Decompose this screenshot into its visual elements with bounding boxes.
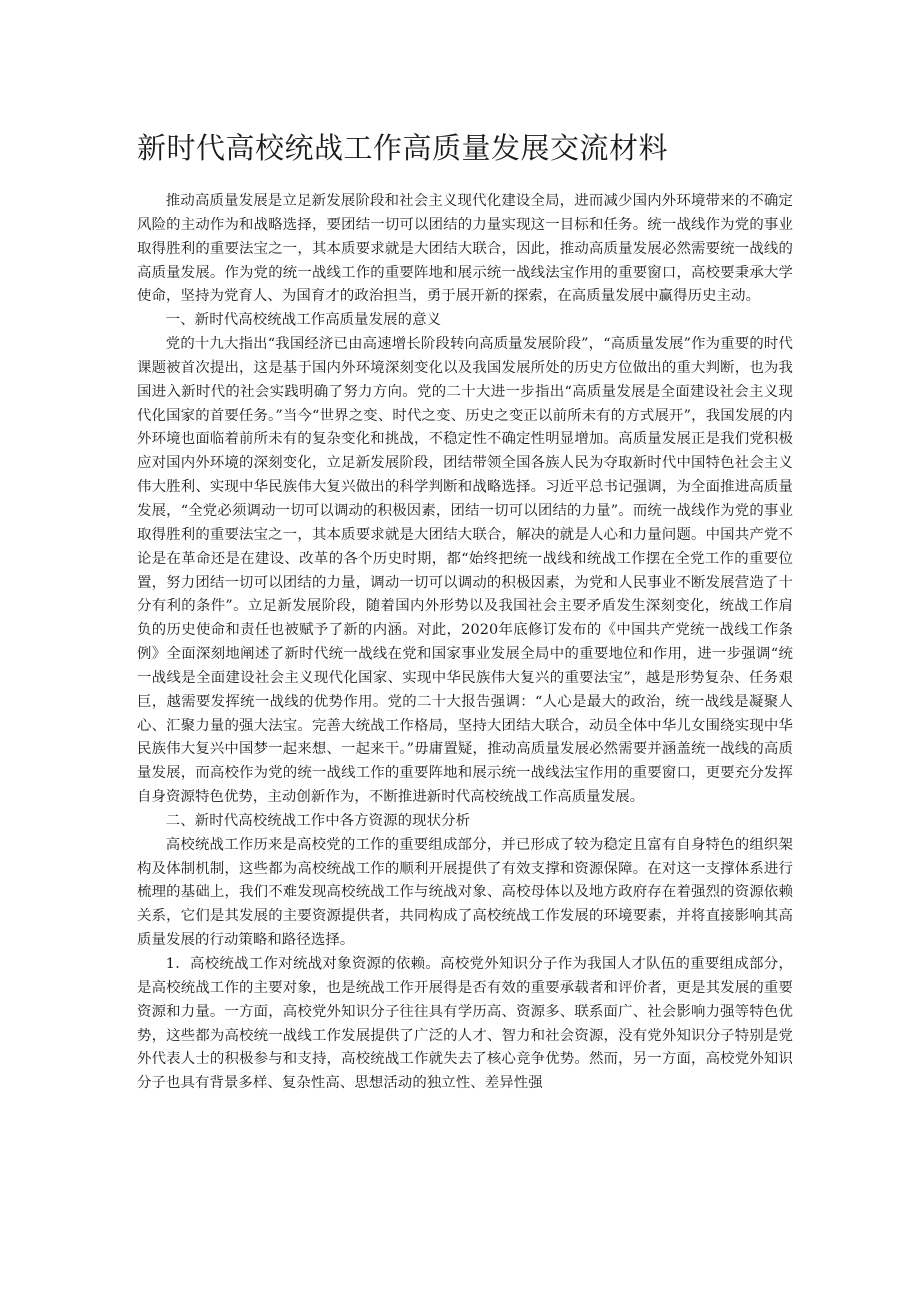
document-body [137,190,793,1096]
section-1-paragraph: 党的十九大指出“我国经济已由高速增长阶段转向高质量发展阶段”，“高质量发展”作为重要的时代课题被首次提出，这是基于国内外环境深刻变化以及我国发展所处的历史方位做出的重大判断，也为我国进入新时代的社会实践明确了努力方向。党的二十大进一步指出“高质量发展是全面建设社会主义现代化国家的首要任务。”当今“世界之变、时代之变、历史之变正以前所未有的方式展开”，我国发展的内外环境也面临着前所未有的复杂变化和挑战，不稳定性不确定性明显增加。高质量发展正是我们党积极应对国内外环境的深刻变化，立足新发展阶段，团结带领全国各族人民为夺取新时代中国特色社会主义伟大胜利、实现中华民族伟大复兴做出的科学判断和战略选择。习近平总书记强调，为全面推进高质量发展，“全党必须调动一切可以调动的积极因素，团结一切可以团结的力量”。而统一战线作为党的事业取得胜利的重要法宝之一，其本质要求就是大团结大联合，解决的就是人心和力量问题。中国共产党不论是在革命还是在建设、改革的各个历史时期，都“始终把统一战线和统战工作摆在全党工作的重要位置，努力团结一切可以团结的力量，调动一切可以调动的积极因素，为党和人民事业不断发展营造了十分有利的条件”。立足新发展阶段，随着国内外形势以及我国社会主要矛盾发生深刻变化，统战工作肩负的历史使命和责任也被赋予了新的内涵。对此，2020年底修订发布的《中国共产党统一战线工作条例》全面深刻地阐述了新时代统一战线在党和国家事业发展全局中的重要地位和作用，进一步强调“统一战线是全面建设社会主义现代化国家、实现中华民族伟大复兴的重要法宝”，越是形势复杂、任务艰巨，越需要发挥统一战线的优势作用。党的二十大报告强调：“人心是最大的政治，统一战线是凝聚人心、汇聚力量的强大法宝。完善大统战工作格局，坚持大团结大联合，动员全体中华儿女围绕实现中华民族伟大复兴中国梦一起来想、一起来干。”毋庸置疑，推动高质量发展必然需要并涵盖统一战线的高质量发展，而高校作为党的统一战线工作的重要阵地和展示统一战线法宝作用的重要窗口，更要充分发挥自身资源特色优势，主动创新作为，不断推进新时代高校统战工作高质量发展。 [137,336,793,806]
section-2-paragraph: 高校统战工作历来是高校党的工作的重要组成部分，并已形成了较为稳定且富有自身特色的组织架构及体制机制，这些都为高校统战工作的顺利开展提供了有效支撑和资源保障。在对这一支撑体系进行梳理的基础上，我们不难发现高校统战工作与统战对象、高校母体以及地方政府存在着强烈的资源依赖关系，它们是其发展的主要资源提供者，共同构成了高校统战工作发展的环境要素，并将直接影响其高质量发展的行动策略和路径选择。 [137,836,793,949]
section-heading-1: 一、新时代高校统战工作高质量发展的意义 [165,312,442,329]
document-title: 新时代高校统战工作高质量发展交流材料 [137,131,669,165]
document-page [137,128,793,1096]
intro-paragraph: 推动高质量发展是立足新发展阶段和社会主义现代化建设全局，进而减少国内外环境带来的不确定风险的主动作为和战略选择，要团结一切可以团结的力量实现这一目标和任务。统一战线作为党的事业取得胜利的重要法宝之一，其本质要求就是大团结大联合，因此，推动高质量发展必然需要统一战线的高质量发展。作为党的统一战线工作的重要阵地和展示统一战线法宝作用的重要窗口，高校要秉承大学使命，坚持为党育人、为国育才的政治担当，勇于展开新的探索，在高质量发展中赢得历史主动。 [137,193,793,305]
section-heading-2: 二、新时代高校统战工作中各方资源的现状分析 [165,812,471,829]
subsection-1-paragraph: 1．高校统战工作对统战对象资源的依赖。高校党外知识分子作为我国人才队伍的重要组成部分，是高校统战工作的主要对象，也是统战工作开展得是否有效的重要承载者和评价者，更是其发展的重要资源和力量。一方面，高校党外知识分子往往具有学历高、资源多、联系面广、社会影响力强等特色优势，这些都为高校统一战线工作发展提供了广泛的人才、智力和社会资源，没有党外知识分子特别是党外代表人士的积极参与和支持，高校统战工作就失去了核心竞争优势。然而，另一方面，高校党外知识分子也具有背景多样、复杂性高、思想活动的独立性、差异性强 [137,956,793,1092]
